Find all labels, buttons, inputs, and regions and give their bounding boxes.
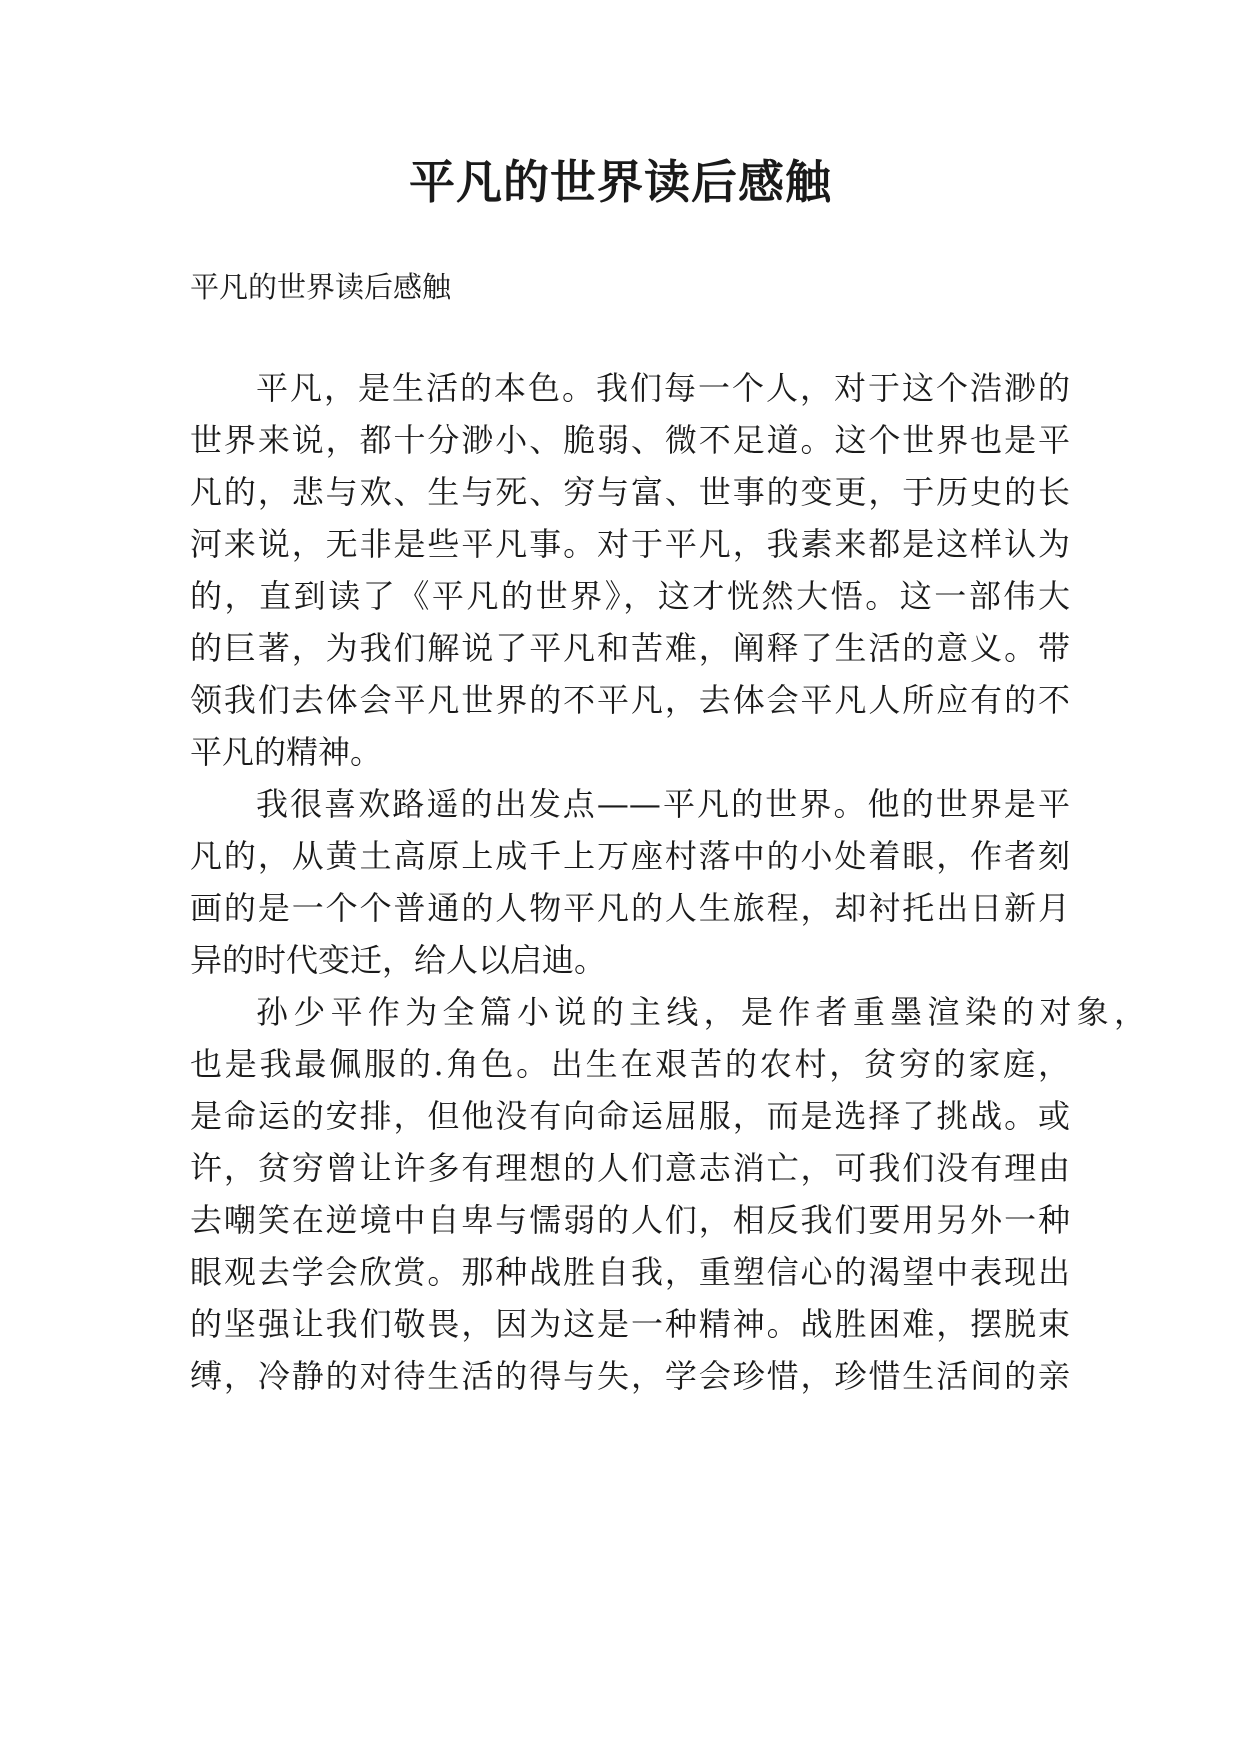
text-line: 凡的，从黄土高原上成千上万座村落中的小处着眼，作者刻 — [190, 837, 1070, 875]
text-line: 的坚强让我们敬畏，因为这是一种精神。战胜困难，摆脱束 — [190, 1305, 1070, 1343]
text-line: 平凡的精神。 — [190, 733, 383, 771]
text-line: 平凡，是生活的本色。我们每一个人，对于这个浩渺的 — [256, 369, 1070, 407]
text-line: 的，直到读了《平凡的世界》，这才恍然大悟。这一部伟大 — [190, 577, 1070, 615]
text-line: 去嘲笑在逆境中自卑与懦弱的人们，相反我们要用另外一种 — [190, 1201, 1070, 1239]
text-line: 我很喜欢路遥的出发点——平凡的世界。他的世界是平 — [256, 785, 1070, 823]
text-line: 画的是一个个普通的人物平凡的人生旅程，却衬托出日新月 — [190, 889, 1070, 927]
text-line: 凡的，悲与欢、生与死、穷与富、世事的变更，于历史的长 — [190, 473, 1070, 511]
text-line: 异的时代变迁，给人以启迪。 — [190, 941, 607, 979]
text-line: 也是我最佩服的.角色。出生在艰苦的农村，贫穷的家庭， — [190, 1045, 1070, 1083]
text-line: 世界来说，都十分渺小、脆弱、微不足道。这个世界也是平 — [190, 421, 1070, 459]
text-line: 眼观去学会欣赏。那种战胜自我，重塑信心的渴望中表现出 — [190, 1253, 1070, 1291]
text-line: 的巨著，为我们解说了平凡和苦难，阐释了生活的意义。带 — [190, 629, 1070, 667]
text-line: 缚，冷静的对待生活的得与失，学会珍惜，珍惜生活间的亲 — [190, 1357, 1070, 1395]
text-line: 许，贫穷曾让许多有理想的人们意志消亡，可我们没有理由 — [190, 1149, 1070, 1187]
text-line: 河来说，无非是些平凡事。对于平凡，我素来都是这样认为 — [190, 525, 1070, 563]
text-line: 领我们去体会平凡世界的不平凡，去体会平凡人所应有的不 — [190, 681, 1070, 719]
document-title: 平凡的世界读后感触 — [409, 155, 832, 209]
document-subtitle: 平凡的世界读后感触 — [190, 270, 452, 304]
text-line: 孙少平作为全篇小说的主线，是作者重墨渲染的对象， — [256, 993, 1146, 1031]
text-line: 是命运的安排，但他没有向命运屈服，而是选择了挑战。或 — [190, 1097, 1070, 1135]
